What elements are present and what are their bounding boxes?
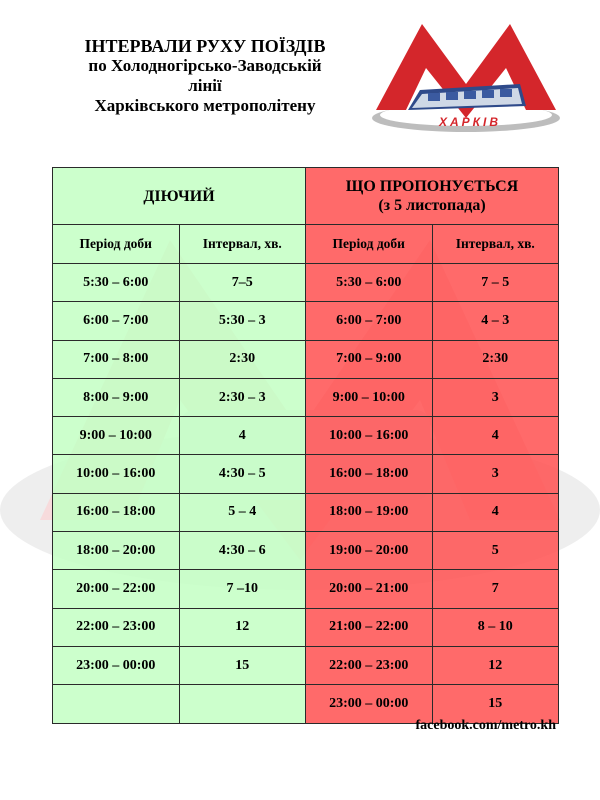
current-interval-cell: 7–5 — [179, 264, 306, 302]
current-period-cell: 5:30 – 6:00 — [53, 264, 180, 302]
proposed-period-cell: 23:00 – 00:00 — [306, 685, 433, 723]
current-interval-cell: 5 – 4 — [179, 493, 306, 531]
current-period-cell — [53, 685, 180, 723]
proposed-interval-cell: 15 — [432, 685, 559, 723]
proposed-period-cell: 21:00 – 22:00 — [306, 608, 433, 646]
proposed-col-interval: Інтервал, хв. — [432, 225, 559, 264]
current-interval-cell: 2:30 – 3 — [179, 378, 306, 416]
current-interval-cell: 4:30 – 5 — [179, 455, 306, 493]
proposed-interval-cell: 3 — [432, 378, 559, 416]
proposed-period-cell: 7:00 – 9:00 — [306, 340, 433, 378]
current-interval-cell: 4:30 – 6 — [179, 532, 306, 570]
proposed-interval-cell: 8 – 10 — [432, 608, 559, 646]
proposed-period-cell: 20:00 – 21:00 — [306, 570, 433, 608]
title-line-2: по Холодногірсько-Заводській — [88, 56, 322, 75]
current-period-cell: 22:00 – 23:00 — [53, 608, 180, 646]
proposed-period-cell: 22:00 – 23:00 — [306, 646, 433, 684]
current-period-cell: 23:00 – 00:00 — [53, 646, 180, 684]
title-line-4: Харківського метрополітену — [94, 96, 316, 115]
proposed-interval-cell: 3 — [432, 455, 559, 493]
table-row — [53, 378, 559, 416]
table-row — [53, 417, 559, 455]
current-interval-cell: 2:30 — [179, 340, 306, 378]
proposed-heading — [306, 168, 559, 225]
current-period-cell: 18:00 – 20:00 — [53, 532, 180, 570]
table-row — [53, 608, 559, 646]
proposed-interval-cell: 7 – 5 — [432, 264, 559, 302]
table-row — [53, 570, 559, 608]
table-row — [53, 340, 559, 378]
proposed-period-cell: 9:00 – 10:00 — [306, 378, 433, 416]
table-row — [53, 302, 559, 340]
current-interval-cell — [179, 685, 306, 723]
proposed-period-cell: 10:00 – 16:00 — [306, 417, 433, 455]
proposed-interval-cell: 7 — [432, 570, 559, 608]
train-icon — [408, 84, 526, 110]
facebook-link[interactable]: facebook.com/metro.kh — [415, 718, 556, 733]
page-title — [30, 36, 380, 116]
current-interval-cell: 4 — [179, 417, 306, 455]
title-line-3: лінії — [188, 76, 222, 95]
table-row — [53, 532, 559, 570]
proposed-interval-cell: 12 — [432, 646, 559, 684]
current-period-cell: 6:00 – 7:00 — [53, 302, 180, 340]
proposed-interval-cell: 4 – 3 — [432, 302, 559, 340]
proposed-interval-cell: 4 — [432, 493, 559, 531]
proposed-period-cell: 6:00 – 7:00 — [306, 302, 433, 340]
proposed-interval-cell: 2:30 — [432, 340, 559, 378]
current-col-period: Період доби — [53, 225, 180, 264]
proposed-heading-date: (з 5 листопада) — [378, 197, 486, 214]
current-period-cell: 20:00 – 22:00 — [53, 570, 180, 608]
current-interval-cell: 15 — [179, 646, 306, 684]
logo-city-text: ХАРКІВ — [438, 115, 502, 129]
title-line-1: ІНТЕРВАЛИ РУХУ ПОЇЗДІВ — [84, 36, 326, 56]
current-period-cell: 8:00 – 9:00 — [53, 378, 180, 416]
proposed-period-cell: 5:30 – 6:00 — [306, 264, 433, 302]
proposed-period-cell: 19:00 – 20:00 — [306, 532, 433, 570]
current-period-cell: 10:00 – 16:00 — [53, 455, 180, 493]
current-interval-cell: 5:30 – 3 — [179, 302, 306, 340]
proposed-interval-cell: 4 — [432, 417, 559, 455]
table-heading-row — [53, 168, 559, 225]
current-interval-cell: 7 –10 — [179, 570, 306, 608]
table-row — [53, 264, 559, 302]
metro-logo — [368, 14, 564, 134]
schedule-table — [52, 167, 559, 724]
current-period-cell: 16:00 – 18:00 — [53, 493, 180, 531]
current-period-cell: 9:00 – 10:00 — [53, 417, 180, 455]
proposed-period-cell: 18:00 – 19:00 — [306, 493, 433, 531]
proposed-col-period: Період доби — [306, 225, 433, 264]
table-row — [53, 493, 559, 531]
current-period-cell: 7:00 – 8:00 — [53, 340, 180, 378]
proposed-period-cell: 16:00 – 18:00 — [306, 455, 433, 493]
current-heading: ДІЮЧИЙ — [53, 168, 306, 225]
current-interval-cell: 12 — [179, 608, 306, 646]
proposed-heading-title: ЩО ПРОПОНУЄТЬСЯ — [345, 178, 519, 195]
current-col-interval: Інтервал, хв. — [179, 225, 306, 264]
table-row — [53, 455, 559, 493]
table-row — [53, 646, 559, 684]
column-header-row — [53, 225, 559, 264]
proposed-interval-cell: 5 — [432, 532, 559, 570]
